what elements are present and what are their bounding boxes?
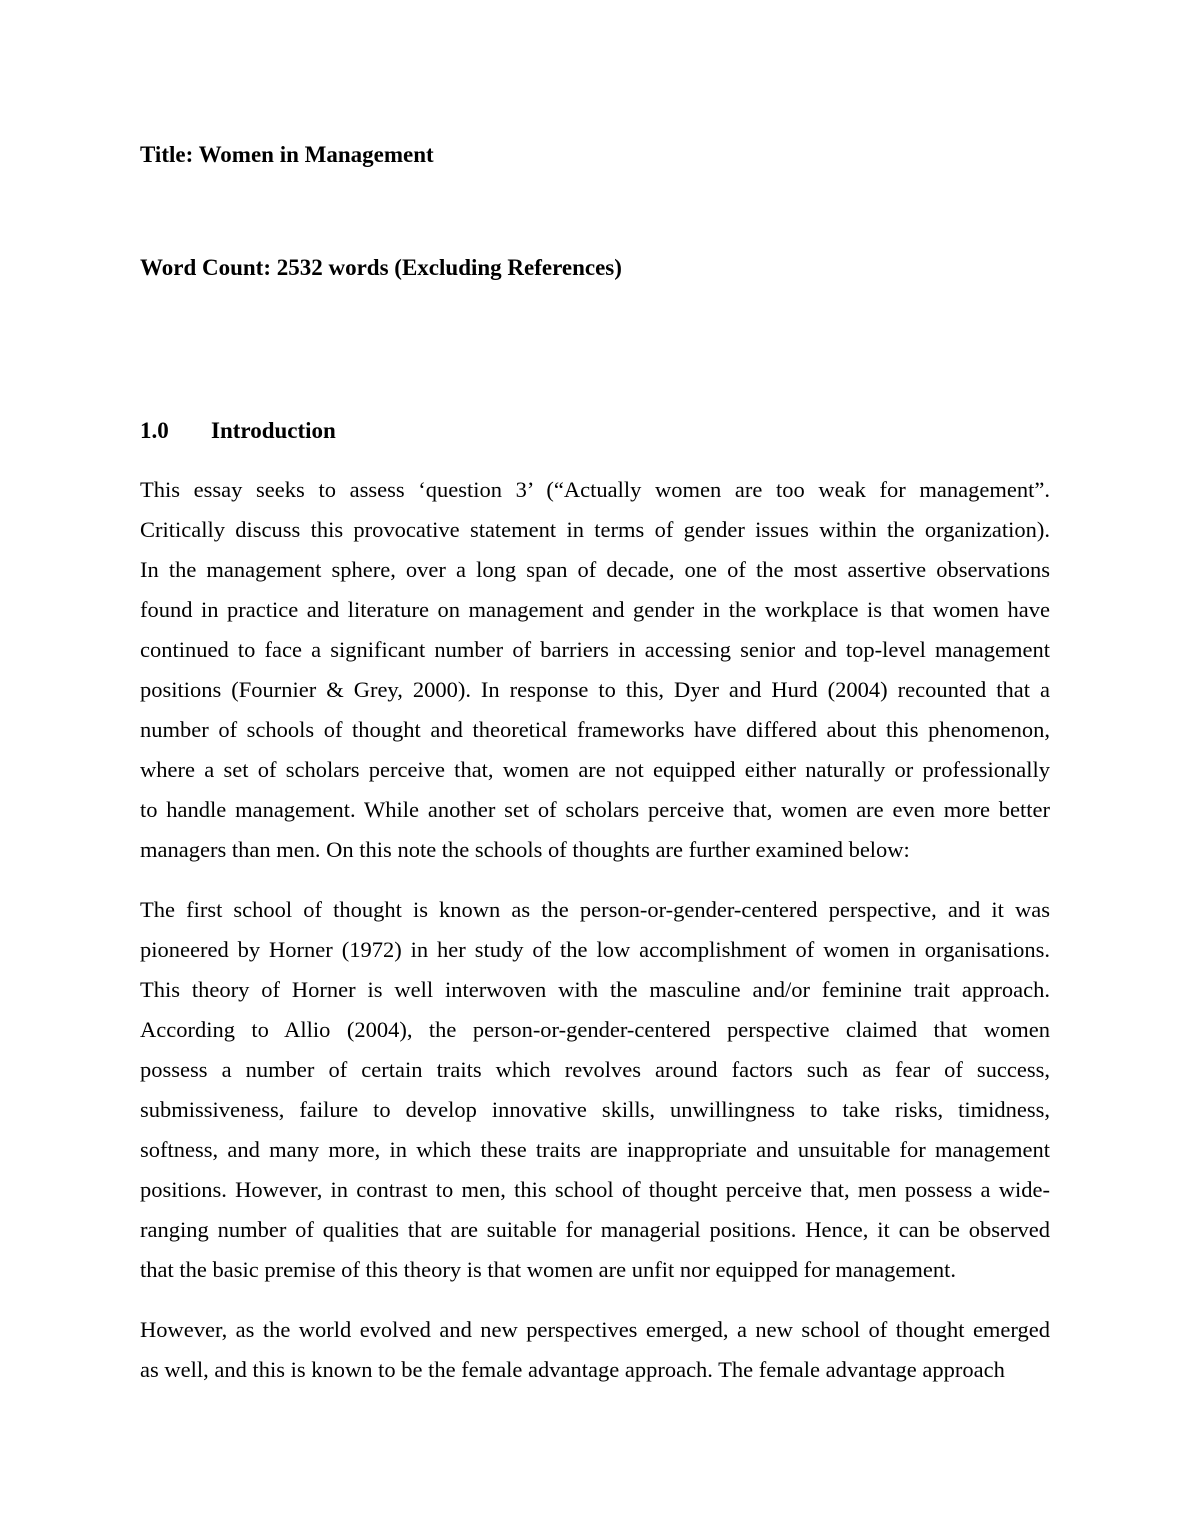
paragraph: [140, 470, 1050, 870]
text-line: The first school of thought is known as the person-or-gender-centered perspective, and it was: [140, 897, 1050, 922]
text-line: submissiveness, failure to develop innovative skills, unwillingness to take risks, timidness,: [140, 1097, 1050, 1122]
text-line: managers than men. On this note the schools of thoughts are further examined below:: [140, 837, 910, 862]
text-line: number of schools of thought and theoretical frameworks have differed about this phenomenon,: [140, 717, 1050, 742]
paragraph: [140, 1310, 1050, 1390]
text-line: possess a number of certain traits which revolves around factors such as fear of success,: [140, 1057, 1050, 1082]
text-line: to handle management. While another set of scholars perceive that, women are even more better: [140, 797, 1050, 822]
text-line: This theory of Horner is well interwoven with the masculine and/or feminine trait approach.: [140, 977, 1050, 1002]
text-line: Critically discuss this provocative statement in terms of gender issues within the organization).: [140, 517, 1050, 542]
section-heading: [140, 416, 1050, 446]
text-line: continued to face a significant number of barriers in accessing senior and top-level management: [140, 637, 1050, 662]
text-line: positions. However, in contrast to men, this school of thought perceive that, men possess a wide-: [140, 1177, 1050, 1202]
text-line: as well, and this is known to be the female advantage approach. The female advantage approach: [140, 1357, 1005, 1382]
text-line: found in practice and literature on management and gender in the workplace is that women have: [140, 597, 1050, 622]
body-text: [140, 470, 1050, 1390]
text-line: According to Allio (2004), the person-or-gender-centered perspective claimed that women: [140, 1017, 1050, 1042]
text-line: pioneered by Horner (1972) in her study of the low accomplishment of women in organisations.: [140, 937, 1050, 962]
text-line: In the management sphere, over a long span of decade, one of the most assertive observations: [140, 557, 1050, 582]
text-line: positions (Fournier & Grey, 2000). In response to this, Dyer and Hurd (2004) recounted that a: [140, 677, 1050, 702]
text-line: ranging number of qualities that are suitable for managerial positions. Hence, it can be observed: [140, 1217, 1050, 1242]
text-line: softness, and many more, in which these traits are inappropriate and unsuitable for management: [140, 1137, 1050, 1162]
section-number: 1.0: [140, 418, 169, 443]
text-line: where a set of scholars perceive that, women are not equipped either naturally or professionally: [140, 757, 1050, 782]
document-title: Title: Women in Management: [140, 142, 434, 167]
word-count-line: Word Count: 2532 words (Excluding References): [140, 255, 622, 280]
text-line: This essay seeks to assess ‘question 3’ (“Actually women are too weak for management”.: [140, 477, 1050, 502]
text-line: that the basic premise of this theory is that women are unfit nor equipped for management.: [140, 1257, 957, 1282]
section-heading-label: Introduction: [211, 418, 336, 443]
paragraph: [140, 890, 1050, 1290]
text-line: However, as the world evolved and new perspectives emerged, a new school of thought emerged: [140, 1317, 1050, 1342]
